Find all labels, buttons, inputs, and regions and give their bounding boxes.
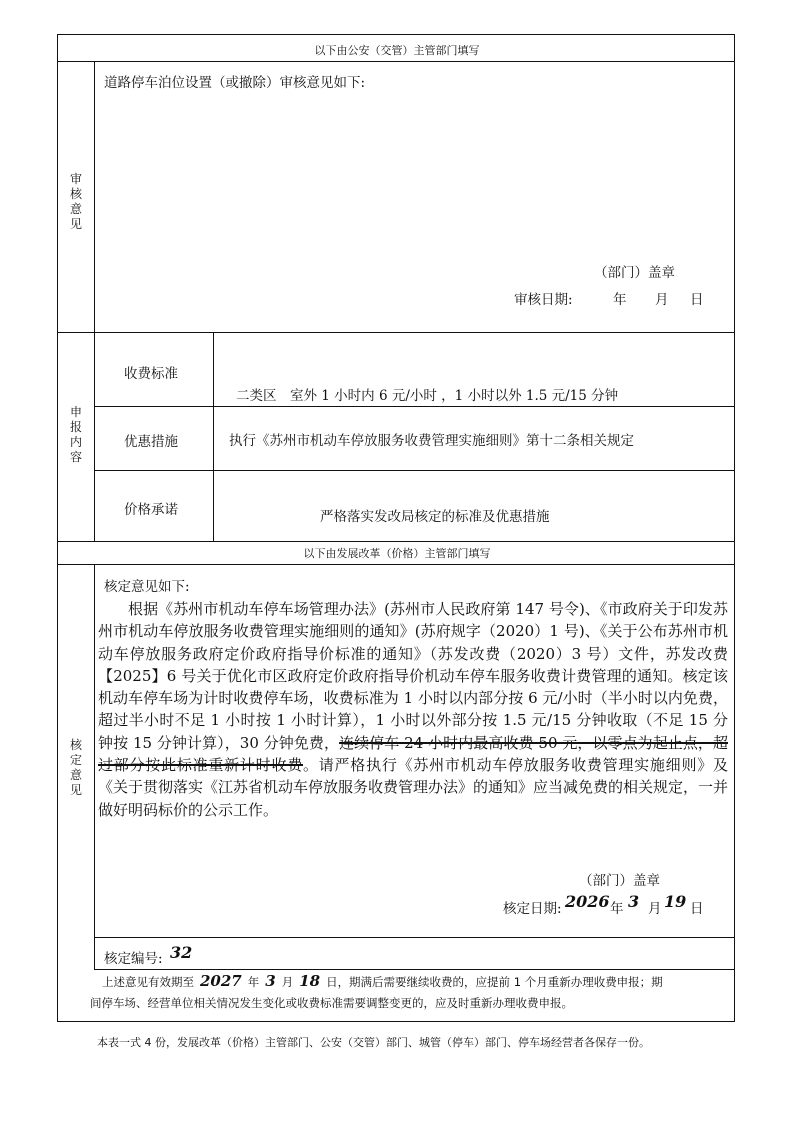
- approval-date-day: 日: [690, 901, 704, 917]
- review-date-year: 年: [613, 292, 627, 308]
- divider: [58, 61, 734, 62]
- approval-body-part2: 。请严格执行《苏州市机动车停放服务收费管理实施细则》及《关于贯彻落实《江苏省机动车停放服务收费管理办法》的通知》应当减免费的相关规定，一并做好明码标价的公示工作。: [98, 756, 729, 819]
- approval-date-label: 核定日期:: [503, 901, 562, 917]
- divider: [94, 470, 734, 471]
- validity-year-handwritten: 2027: [200, 972, 242, 990]
- validity-year: 年: [247, 975, 260, 989]
- validity-note-line2: 间停车场、经营单位相关情况发生变化或收费标准需要调整变更的，应及时重新办理收费申报。: [90, 996, 573, 1010]
- review-date-label: 审核日期:: [514, 292, 573, 308]
- validity-day-handwritten: 18: [299, 972, 321, 990]
- divider: [94, 332, 95, 541]
- approval-number-label: 核定编号:: [104, 951, 163, 967]
- price-promise-value: 严格落实发改局核定的标准及优惠措施: [320, 509, 550, 525]
- fee-standard-label: 收费标准: [124, 366, 178, 382]
- divider: [58, 564, 734, 565]
- validity-suffix: ，期满后需要继续收费的，应提前 1 个月重新办理收费申报；期: [337, 975, 663, 989]
- approval-body-struck: 连续停车 24 小时内最高收费 50 元，以零点为起止点，超过部分按此标准重新计时收费: [98, 733, 728, 775]
- divider: [58, 332, 734, 333]
- approval-date-month-handwritten: 3: [628, 892, 640, 911]
- review-date-month: 月: [655, 292, 669, 308]
- divider: [58, 541, 734, 542]
- form-footer-note: 本表一式 4 份，发展改革（价格）主管部门、公安（交管）部门、城管（停车）部门、停车场经营者各保存一份。: [97, 1036, 650, 1049]
- approval-date-year: 年: [610, 901, 624, 917]
- validity-month: 月: [281, 975, 294, 989]
- divider: [94, 61, 95, 332]
- review-date-day: 日: [690, 292, 704, 308]
- divider: [94, 406, 734, 407]
- validity-day: 日: [326, 975, 338, 989]
- application-content-label: 申报内容: [69, 405, 82, 464]
- approval-seal: （部门）盖章: [579, 873, 660, 889]
- price-promise-label: 价格承诺: [124, 502, 178, 518]
- validity-month-handwritten: 3: [265, 972, 276, 990]
- approval-date-day-handwritten: 19: [664, 892, 687, 911]
- approval-body-part1: 根据《苏州市机动车停车场管理办法》(苏州市人民政府第 147 号令)、《市政府关于印发苏州市机动车停放服务收费管理实施细则的通知》(苏府规字（2020）1 号)、《关于公布苏州市机动车停放服务政府定价政府指导价标准的通知》（苏发改费（2020）3 号）文件，苏发改费【2025】6 号关于优化市区政府定价政府指导价机动车停车服务收费计费管理的通知。核定该机动车停车场为计时收费停车场，收费标准为 1 小时以内部分按 6 元/小时（半小时以内免费，超过半小时不足 1 小时按 1 小时计算），1 小时以外部分按 1.5 元/15 分钟收取（不足 15 分钟按 15 分钟计算），30 分钟免费，: [98, 600, 728, 752]
- approval-body: [98, 598, 728, 821]
- divider: [94, 564, 95, 969]
- approval-opinion-label: 核定意见: [69, 738, 82, 797]
- validity-prefix: 上述意见有效期至: [102, 975, 194, 989]
- divider: [213, 332, 214, 541]
- discount-value: 执行《苏州市机动车停放服务收费管理实施细则》第十二条相关规定: [229, 433, 634, 449]
- review-intro: 道路停车泊位设置（或撤除）审核意见如下:: [104, 75, 366, 91]
- section-header-price: 以下由发展改革（价格）主管部门填写: [303, 547, 491, 560]
- validity-note-line1: [102, 970, 663, 993]
- approval-number-handwritten: 32: [170, 943, 193, 962]
- section-header-public-security: 以下由公安（交管）主管部门填写: [314, 44, 480, 57]
- approval-date-month: 月: [648, 901, 662, 917]
- fee-standard-value: 二类区 室外 1 小时内 6 元/小时 ，1 小时以外 1.5 元/15 分钟: [236, 388, 619, 404]
- approval-date-year-handwritten: 2026: [565, 892, 610, 911]
- review-seal: （部门）盖章: [594, 265, 675, 281]
- approval-form-table: [57, 34, 735, 1022]
- approval-intro: 核定意见如下:: [104, 579, 190, 595]
- divider: [94, 937, 734, 938]
- review-opinion-label: 审核意见: [69, 172, 82, 231]
- discount-label: 优惠措施: [124, 434, 178, 450]
